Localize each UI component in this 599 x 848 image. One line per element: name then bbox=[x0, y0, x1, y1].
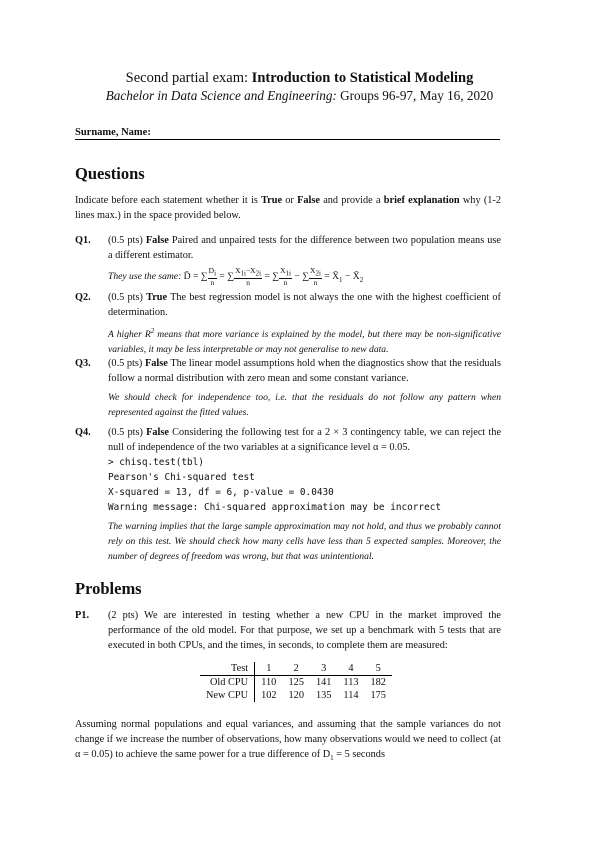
fraction bbox=[234, 267, 262, 287]
cpu-times-table bbox=[200, 662, 392, 702]
intro-text-2: or bbox=[282, 195, 298, 206]
frac-num: X bbox=[310, 266, 316, 275]
surname-label: Surname, Name: bbox=[75, 127, 151, 138]
frac-den: n bbox=[246, 277, 250, 287]
table-row bbox=[200, 689, 392, 702]
frac-den: n bbox=[313, 277, 318, 287]
answer-prefix: They use the same: bbox=[108, 270, 184, 282]
question-points: (0.5 pts) bbox=[108, 358, 143, 369]
frac-sub: 1i bbox=[240, 269, 246, 278]
formula-part: − ∑ bbox=[291, 270, 310, 282]
question-points: (0.5 pts) bbox=[108, 427, 143, 438]
frac-num: −X bbox=[245, 266, 256, 275]
question-q4 bbox=[75, 425, 501, 564]
question-answer: The warning implies that the large sample approximation may not hold, and thus we probably cannot rely on this test. We should check how many cells have less than 5 expected samples. Moreover, the number of degrees of freedom was wrong, but that was unintentional. bbox=[108, 521, 501, 562]
title-prefix: Second partial exam: bbox=[125, 70, 252, 86]
table-cell: 110 bbox=[261, 677, 277, 688]
frac-den: n bbox=[283, 277, 288, 287]
question-q2 bbox=[75, 290, 501, 357]
name-line bbox=[75, 139, 500, 140]
frac-num: X bbox=[280, 266, 286, 275]
question-statement bbox=[108, 425, 501, 455]
problem-statement bbox=[108, 608, 501, 653]
subtitle-groups-date: Groups 96-97, May 16, 2020 bbox=[336, 88, 494, 103]
r-output bbox=[108, 455, 501, 515]
question-number: Q4. bbox=[75, 427, 91, 438]
intro-text-1: Indicate before each statement whether it is bbox=[75, 195, 262, 206]
xbar-sub: 1 bbox=[339, 275, 343, 284]
frac-num: X bbox=[235, 266, 241, 275]
question-statement bbox=[108, 290, 501, 320]
table-header-cell: Test bbox=[200, 662, 255, 676]
statement-text: Paired and unpaired tests for the difference between two population means use a different estimator. bbox=[108, 235, 502, 261]
question-q1 bbox=[75, 233, 501, 288]
question-points: (0.5 pts) bbox=[108, 235, 143, 246]
question-number: Q2. bbox=[75, 292, 91, 303]
table-header-cell: 4 bbox=[337, 662, 364, 676]
table-cell: 182 bbox=[370, 677, 386, 688]
table-cell: 102 bbox=[261, 690, 277, 701]
question-answer bbox=[108, 267, 501, 288]
table-row-label: New CPU bbox=[200, 689, 255, 702]
statement-text: Considering the following test for a 2 × 3 contingency table, we can reject the null of independence of the two variables at a significance level α = 0.05. bbox=[108, 427, 502, 453]
fraction bbox=[279, 267, 292, 287]
table-header-cell: 5 bbox=[365, 662, 392, 676]
frac-num: D bbox=[208, 266, 215, 275]
question-verdict: True bbox=[146, 292, 168, 303]
frac-den: n bbox=[210, 277, 215, 287]
intro-false: False bbox=[297, 195, 320, 206]
questions-heading: Questions bbox=[75, 164, 145, 183]
problem-text: Assuming normal populations and equal variances, and assuming that the sample variances do not change if we increase the number of observations, how many observations would we need to collect (at α = 0.05) to achieve the same power for a true difference of D bbox=[75, 719, 501, 760]
problem-number: P1. bbox=[75, 610, 90, 621]
problem-text: We are interested in testing whether a new CPU in the market improved the performance of the old model. For that purpose, we set up a benchmark with 5 tests that are executed in both CPUs, and the times, in seconds, to complete them are measured: bbox=[108, 610, 501, 651]
question-verdict: False bbox=[144, 358, 168, 369]
table-cell: 120 bbox=[288, 690, 304, 701]
statement-text: The best regression model is not always the one with the highest coefficient of determination. bbox=[108, 292, 501, 318]
frac-sub: 1i bbox=[285, 269, 291, 278]
table-cell: 113 bbox=[343, 677, 359, 688]
question-verdict: False bbox=[146, 427, 169, 438]
question-answer: We should check for independence too, i.e. that the residuals do not follow any pattern when represented against the fitted values. bbox=[108, 392, 501, 418]
table-cell: 141 bbox=[315, 677, 332, 688]
problem-points: (2 pts) bbox=[108, 610, 139, 621]
formula-part: D̄ = ∑ bbox=[183, 270, 208, 282]
answer-formula bbox=[183, 266, 364, 287]
xbar-sub: 2 bbox=[359, 275, 364, 284]
table-header-cell: 3 bbox=[310, 662, 337, 676]
question-statement bbox=[108, 356, 501, 386]
table-row-label: Old CPU bbox=[200, 676, 255, 690]
statement-text: The linear model assumptions hold when the diagnostics show that the residuals follow a normal distribution with zero mean and some constant variance. bbox=[108, 358, 502, 384]
formula-part: = ∑ bbox=[217, 270, 235, 282]
table-cell: 114 bbox=[343, 690, 359, 701]
questions-intro bbox=[75, 193, 501, 223]
problem-text: = 5 seconds bbox=[333, 749, 385, 760]
frac-sub: 2i bbox=[255, 269, 262, 278]
intro-text-4: why (1-2 lines max.) in the space provided below. bbox=[75, 195, 501, 221]
fraction bbox=[208, 267, 217, 287]
answer-sup: 2 bbox=[150, 327, 155, 335]
frac-sub: 2i bbox=[315, 269, 321, 278]
code-line: Warning message: Chi-squared approximation may be incorrect bbox=[108, 502, 442, 513]
code-line: > chisq.test(tbl) bbox=[108, 457, 204, 468]
question-verdict: False bbox=[145, 235, 169, 246]
problem-sub: 1 bbox=[330, 754, 334, 763]
question-statement bbox=[108, 233, 501, 263]
table-header-row bbox=[200, 662, 392, 676]
formula-part: = ∑ bbox=[262, 270, 280, 282]
table-cell: 175 bbox=[370, 690, 386, 701]
intro-brief: brief explanation bbox=[383, 195, 460, 206]
answer-text: means that more variance is explained by the model, but there may be non-significative variables, it may be less interpretable or may not generalise to new data. bbox=[108, 329, 501, 356]
question-number: Q3. bbox=[75, 358, 91, 369]
frac-sub: i bbox=[214, 269, 217, 278]
problems-heading: Problems bbox=[75, 579, 142, 598]
exam-subtitle bbox=[0, 88, 599, 104]
title-course: Introduction to Statistical Modeling bbox=[251, 70, 474, 86]
problem-statement-continued bbox=[75, 717, 501, 766]
problem-p1-continued bbox=[75, 717, 501, 766]
code-line: Pearson's Chi-squared test bbox=[108, 472, 255, 483]
question-answer bbox=[108, 324, 501, 357]
formula-part: − X̄ bbox=[342, 270, 360, 282]
intro-text-3: and provide a bbox=[319, 195, 384, 206]
question-points: (0.5 pts) bbox=[108, 292, 143, 303]
code-line: X-squared = 13, df = 6, p-value = 0.0430 bbox=[108, 487, 334, 498]
question-number: Q1. bbox=[75, 235, 91, 246]
intro-true: True bbox=[261, 195, 283, 206]
table-cell: 135 bbox=[315, 690, 332, 701]
answer-text: A higher R bbox=[108, 329, 151, 341]
problem-p1 bbox=[75, 608, 501, 653]
formula-part: = X̄ bbox=[321, 270, 340, 282]
table-header-cell: 1 bbox=[255, 662, 283, 676]
exam-title bbox=[0, 70, 599, 87]
table-header-cell: 2 bbox=[283, 662, 310, 676]
table-cell: 125 bbox=[288, 677, 304, 688]
question-q3 bbox=[75, 356, 501, 420]
fraction bbox=[309, 267, 322, 287]
table-row bbox=[200, 676, 392, 690]
subtitle-program: Bachelor in Data Science and Engineering: bbox=[105, 88, 337, 103]
